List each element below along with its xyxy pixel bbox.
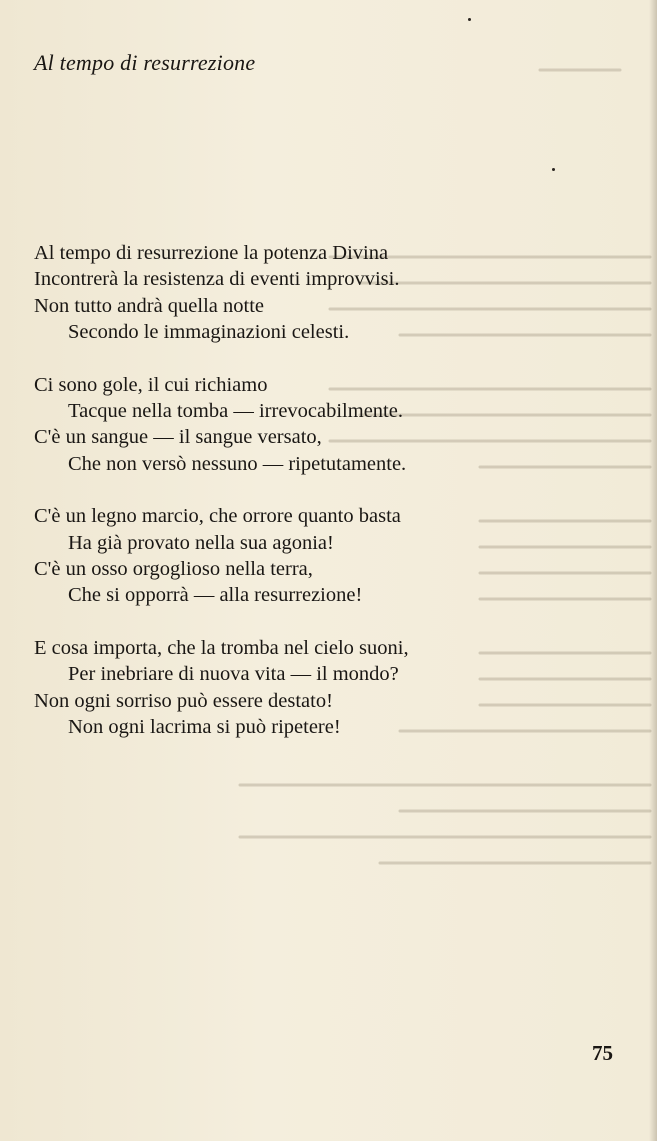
poem-line: Al tempo di resurrezione la potenza Divina xyxy=(34,242,389,264)
stanza-2 xyxy=(34,372,594,478)
poem-line: Secondo le immaginazioni celesti. xyxy=(68,321,350,344)
poem-line: C'è un legno marcio, che orrore quanto basta xyxy=(34,505,401,528)
poem-line: Non tutto andrà quella notte xyxy=(34,294,264,317)
poem-line: Che si opporrà — alla resurrezione! xyxy=(68,584,363,607)
page-edge-shadow xyxy=(649,0,657,1141)
poem-line: Tacque nella tomba — irrevocabilmente. xyxy=(68,400,403,423)
ink-speck xyxy=(552,168,555,171)
stanza-3 xyxy=(34,503,594,609)
poem-line: C'è un sangue — il sangue versato, xyxy=(34,426,322,449)
poem-line: Ci sono gole, il cui richiamo xyxy=(34,373,268,396)
poem-line: C'è un osso orgoglioso nella terra, xyxy=(34,558,313,581)
poem-line: E cosa importa, che la tromba nel cielo suoni, xyxy=(34,636,409,659)
poem-line: Incontrerà la resistenza di eventi improvvisi. xyxy=(34,268,400,291)
poem-line: Che non versò nessuno — ripetutamente. xyxy=(68,452,407,475)
page-number: 75 xyxy=(592,1041,613,1065)
poem xyxy=(34,240,594,767)
ink-speck xyxy=(468,18,471,21)
poem-line: Per inebriare di nuova vita — il mondo? xyxy=(68,663,399,686)
poem-line: Non ogni sorriso può essere destato! xyxy=(34,689,333,712)
poem-line: Ha già provato nella sua agonia! xyxy=(68,531,334,554)
stanza-4 xyxy=(34,635,594,741)
poem-line: Non ogni lacrima si può ripetere! xyxy=(68,716,341,739)
stanza-1 xyxy=(34,240,594,346)
running-title: Al tempo di resurrezione xyxy=(34,50,256,75)
